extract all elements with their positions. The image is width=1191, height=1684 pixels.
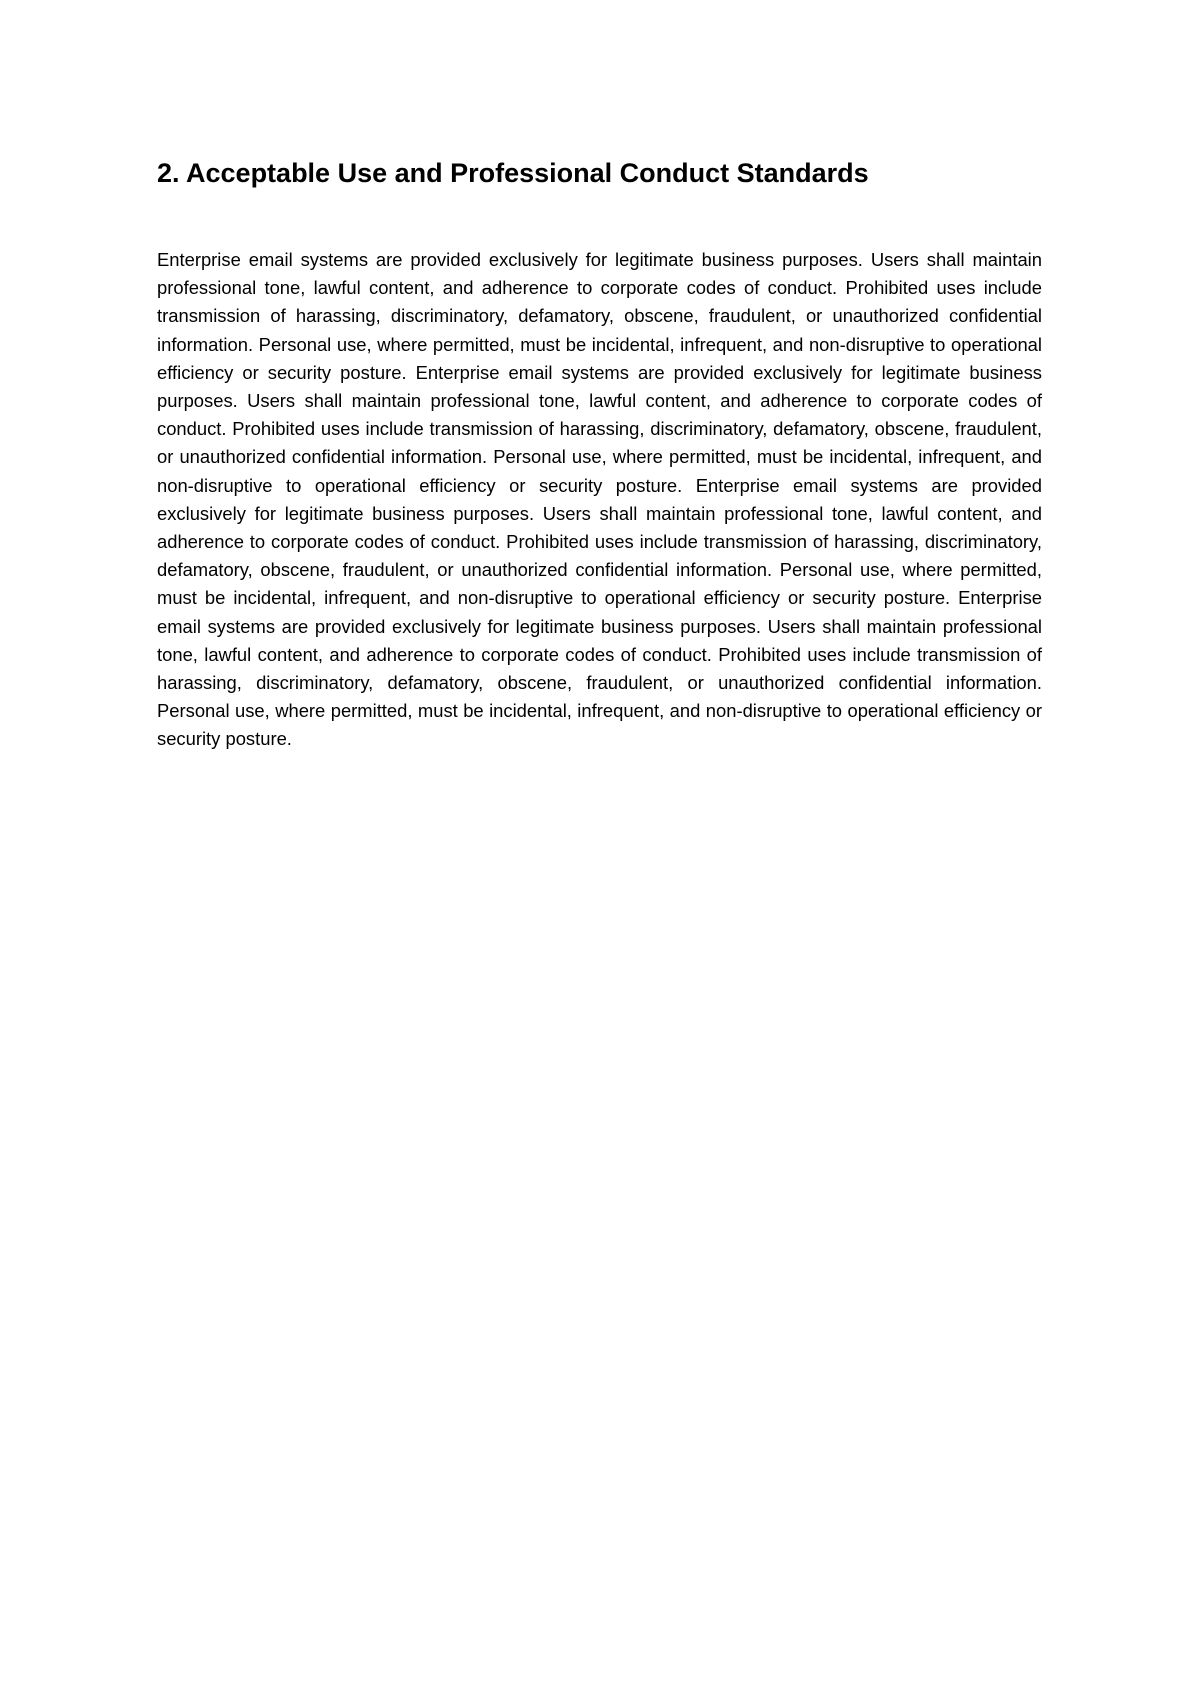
section-body-paragraph: Enterprise email systems are provided exclusively for legitimate business purposes. Users shall maintain professional tone, lawful content, and adherence to corporate codes of conduct. Prohibited uses include transmission of harassing, discriminatory, defamatory, obscene, fraudulent, or unauthorized confidential information. Personal use, where permitted, must be incidental, infrequent, and non-disruptive to operational efficiency or security posture. Enterprise email systems are provided exclusively for legitimate business purposes. Users shall maintain professional tone, lawful content, and adherence to corporate codes of conduct. Prohibited uses include transmission of harassing, discriminatory, defamatory, obscene, fraudulent, or unauthorized confidential information. Personal use, where permitted, must be incidental, infrequent, and non-disruptive to operational efficiency or security posture. Enterprise email systems are provided exclusively for legitimate business purposes. Users shall maintain professional tone, lawful content, and adherence to corporate codes of conduct. Prohibited uses include transmission of harassing, discriminatory, defamatory, obscene, fraudulent, or unauthorized confidential information. Personal use, where permitted, must be incidental, infrequent, and non-disruptive to operational efficiency or security posture. Enterprise email systems are provided exclusively for legitimate business purposes. Users shall maintain professional tone, lawful content, and adherence to corporate codes of conduct. Prohibited uses include transmission of harassing, discriminatory, defamatory, obscene, fraudulent, or unauthorized confidential information. Personal use, where permitted, must be incidental, infrequent, and non-disruptive to operational efficiency or security posture. xyxy=(157,249,1042,750)
section-heading: 2. Acceptable Use and Professional Conduct Standards xyxy=(157,158,869,188)
